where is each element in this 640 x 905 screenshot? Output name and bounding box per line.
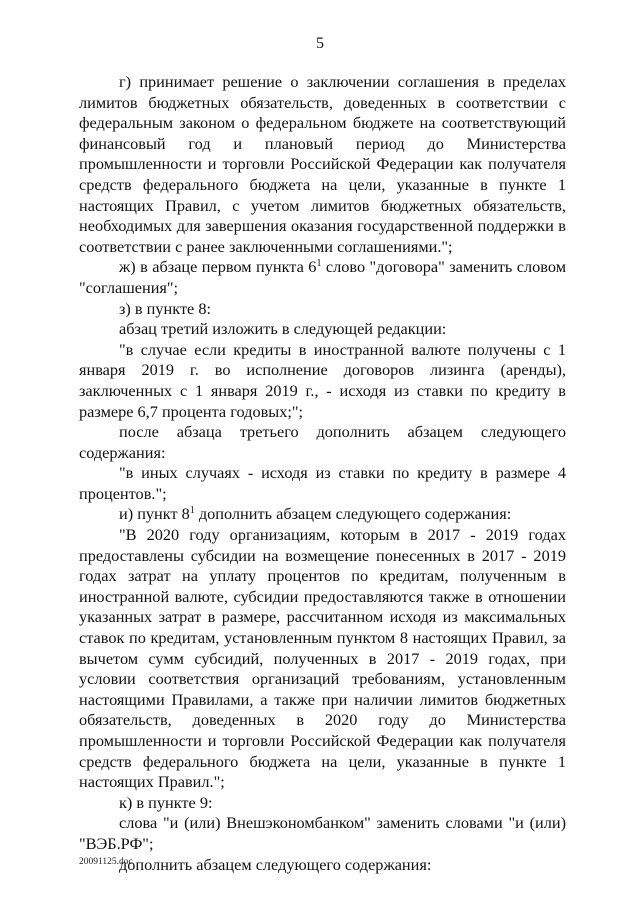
superscript: 1 [316,258,322,270]
paragraph-i: и) пункт $8^1$ дополнить абзацем следующего содержания: [119,504,512,524]
paragraph-i-quote: "В 2020 году организациям, которым в 2017 - 2019 годах предоставлены субсидии на возмещение понесенных в 2017 - 2019 годах затрат на уплату процентов по кредитам, полученным в иностранной валюте, субсидии предоставляются также в отношении указанных затрат в размере, рассчитанном исходя из максимальных ставок по кредитам, установленным пунктом 8 настоящих Правил, за вычетом сумм субсидий, полученных в 2017 - 2019 годах, при условии соответствия организаций требованиям, установленным настоящими Правилами, а также при наличии лимитов бюджетных обязательств, доведенных в 2020 году до Министерства промышленности и торговли Российской Федерации как получателя средств федерального бюджета на цели, указанные в пункте 1 настоящих Правил."; [79,525,566,792]
footer-filename: 20091125.doc [79,857,133,867]
paragraph-k: к) в пункте 9: [119,792,213,812]
paragraph-g: г) принимает решение о заключении соглашения в пределах лимитов бюджетных обязательств, доведенных в соответствии с федеральным законом о федеральном бюджете на соответствующий финансовый год и плановый период до Министерства промышленности и торговли Российской Федерации как получателя средств федерального бюджета на цели, указанные в пункте 1 настоящих Правил, с учетом лимитов бюджетных обязательств, необходимых для завершения оказания государственной поддержки в соответствии с ранее заключенными соглашениями."; [79,72,566,256]
paragraph-zh: ж) в абзаце первом пункта $6^1$ слово "договора" заменить словом "соглашения"; [79,257,566,297]
page-number: 5 [316,35,324,52]
superscript: 1 [189,505,195,517]
paragraph-z-quote-1: "в случае если кредиты в иностранной валюте получены с 1 января 2019 г. во исполнение договоров лизинга (аренды), заключенных с 1 января 2019 г., - исходя из ставки по кредиту в размере 6,7 процента годовых;"; [79,339,566,421]
paragraph-z-after: после абзаца третьего дополнить абзацем следующего содержания: [79,422,566,462]
paragraph-z: з) в пункте 8: [119,298,212,318]
paragraph-k-words: слова "и (или) Внешэкономбанком" заменить словами "и (или) "ВЭБ.РФ"; [79,813,566,853]
paragraph-k-add: дополнить абзацем следующего содержания: [119,854,432,874]
paragraph-z-abzac: абзац третий изложить в следующей редакции: [119,319,447,339]
document-body [79,72,566,875]
paragraph-z-quote-2: "в иных случаях - исходя из ставки по кредиту в размере 4 процентов."; [79,463,566,503]
